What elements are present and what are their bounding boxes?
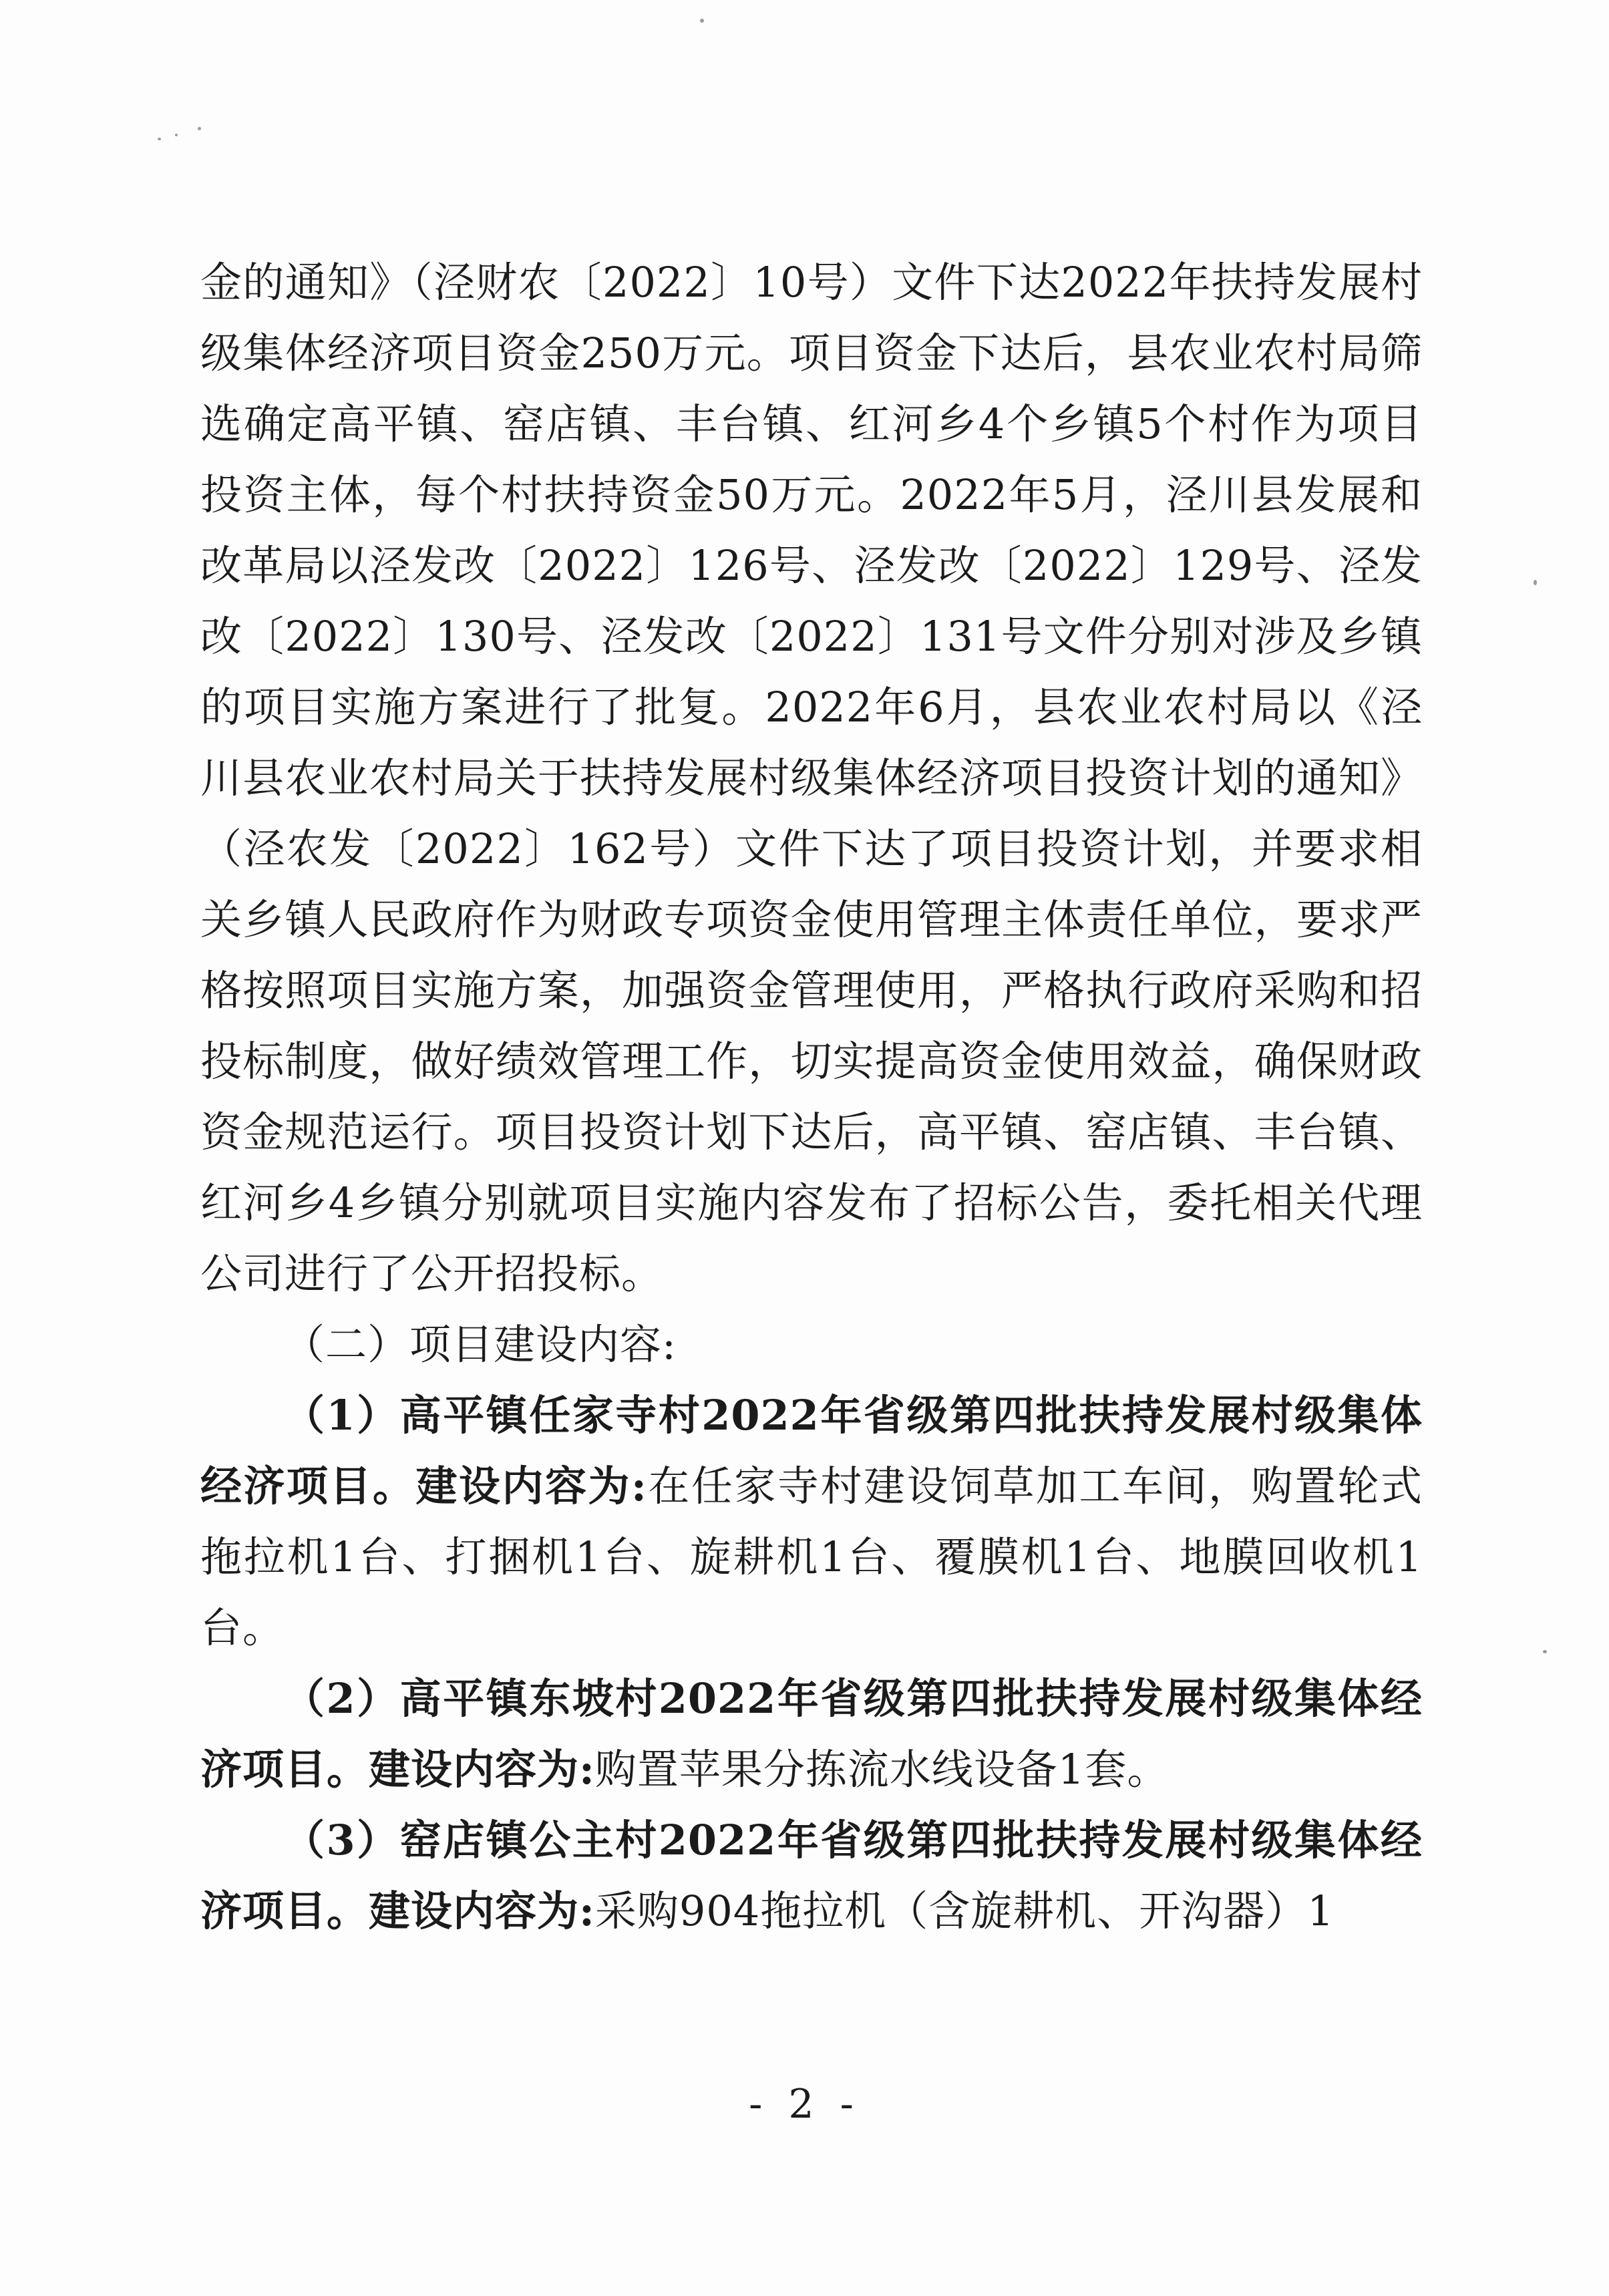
section-heading-text: （二）项目建设内容:: [283, 1320, 677, 1369]
project-description: 购置苹果分拣流水线设备1套。: [594, 1745, 1170, 1794]
scan-speck: [158, 138, 161, 140]
section-heading-construction-content: [200, 1309, 1423, 1380]
paragraph-funding-background: [200, 247, 1423, 1309]
project-description: 在任家寺村建设饲草加工车间，购置轮式拖拉机1台、打捆机1台、旋耕机1台、覆膜机1台、地膜回收机1台。: [200, 1462, 1423, 1652]
scan-speck: [1543, 1650, 1547, 1653]
project-item-3: [200, 1805, 1423, 1947]
project-title: （3）窑店镇公主村2022年省级第四批扶持发展村级集体经济项目。建设内容为:: [200, 1816, 1423, 1935]
scan-speck: [198, 127, 201, 130]
project-title: （1）高平镇任家寺村2022年省级第四批扶持发展村级集体经济项目。建设内容为:: [200, 1391, 1423, 1510]
scan-speck: [1534, 580, 1537, 585]
project-item-1: [200, 1380, 1423, 1663]
project-title: （2）高平镇东坡村2022年省级第四批扶持发展村级集体经济项目。建设内容为:: [200, 1674, 1423, 1794]
project-description: 采购904拖拉机（含旋耕机、开沟器）1: [594, 1887, 1334, 1935]
scan-speck: [700, 19, 704, 23]
scan-speck: [175, 134, 178, 136]
paragraph-text: 金的通知》（泾财农〔2022〕10号）文件下达2022年扶持发展村级集体经济项目资金250万元。项目资金下达后，县农业农村局筛选确定高平镇、窑店镇、丰台镇、红河乡4个乡镇5个村作为项目投资主体，每个村扶持资金50万元。2022年5月，泾川县发展和改革局以泾发改〔2022〕126号、泾发改〔2022〕129号、泾发改〔2022〕130号、泾发改〔2022〕131号文件分别对涉及乡镇的项目实施方案进行了批复。2022年6月，县农业农村局以《泾川县农业农村局关于扶持发展村级集体经济项目投资计划的通知》（泾农发〔2022〕162号）文件下达了项目投资计划，并要求相关乡镇人民政府作为财政专项资金使用管理主体责任单位，要求严格按照项目实施方案，加强资金管理使用，严格执行政府采购和招投标制度，做好绩效管理工作，切实提高资金使用效益，确保财政资金规范运行。项目投资计划下达后，高平镇、窑店镇、丰台镇、红河乡4乡镇分别就项目实施内容发布了招标公告，委托相关代理公司进行了公开招投标。: [200, 258, 1423, 1298]
page-number: - 2 -: [749, 2081, 860, 2128]
body-text: [200, 247, 1423, 1947]
project-item-2: [200, 1663, 1423, 1805]
